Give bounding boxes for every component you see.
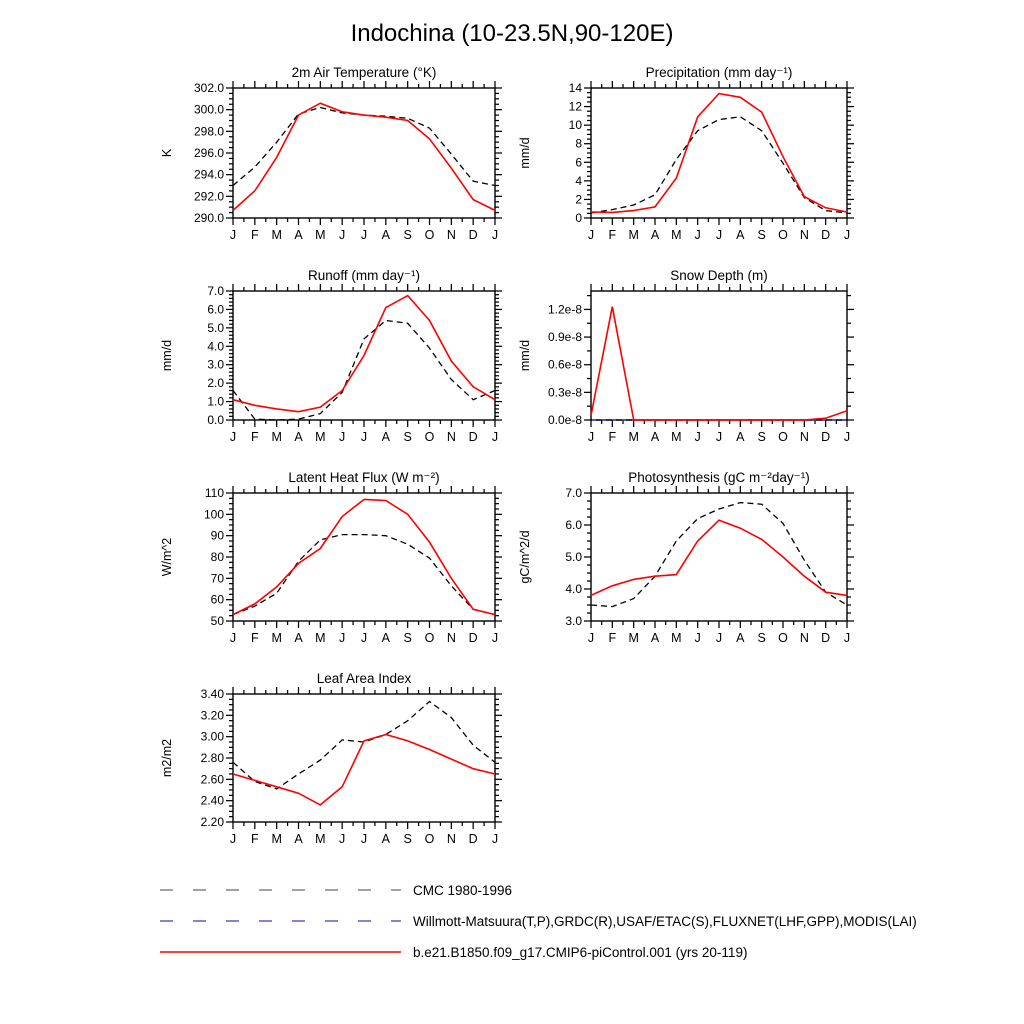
y-tick-label: 2.60 xyxy=(200,772,224,787)
y-tick-label: 296.0 xyxy=(193,146,224,160)
series-lines xyxy=(233,499,495,614)
series-model xyxy=(591,94,847,213)
x-tick-label: M xyxy=(671,631,682,645)
y-tick-label: 3.40 xyxy=(200,687,224,701)
plot-frame xyxy=(233,88,495,218)
y-tick-label: 0.0 xyxy=(207,413,224,427)
y-tick-label: 8 xyxy=(575,136,582,151)
x-tick-label: A xyxy=(381,228,391,242)
x-tick-labels xyxy=(588,631,850,645)
x-tick-label: J xyxy=(229,631,237,645)
y-tick-label: 80 xyxy=(210,550,224,564)
x-tick-label: O xyxy=(778,430,788,444)
x-tick-label: J xyxy=(715,430,723,444)
series-obs xyxy=(233,535,495,615)
x-tick-label: F xyxy=(251,832,259,846)
x-tick-label: A xyxy=(381,430,391,444)
y-tick-label: 292.0 xyxy=(193,189,224,204)
y-tick-label: 0.9e-8 xyxy=(547,330,582,345)
x-tick-label: D xyxy=(468,430,478,444)
x-tick-label: N xyxy=(446,631,456,645)
x-tick-label: M xyxy=(271,832,282,846)
x-tick-label: M xyxy=(628,228,639,242)
y-tick-label: 7.0 xyxy=(207,284,224,298)
legend-item-model xyxy=(158,942,917,962)
legend-line-solid-red xyxy=(158,948,403,956)
series-lines xyxy=(233,296,495,420)
x-tick-label: J xyxy=(339,832,346,846)
series-model xyxy=(591,520,847,595)
x-tick-label: N xyxy=(799,631,809,645)
x-tick-label: D xyxy=(468,228,478,242)
y-tick-label: 7.0 xyxy=(565,486,582,500)
x-tick-label: J xyxy=(229,228,237,242)
legend xyxy=(158,880,917,962)
series-model xyxy=(233,735,495,805)
x-tick-label: O xyxy=(424,631,435,645)
x-tick-label: M xyxy=(671,430,682,444)
x-tick-label: A xyxy=(736,430,745,444)
x-tick-label: J xyxy=(229,430,237,444)
x-tick-label: J xyxy=(360,430,368,444)
chart-title: 2m Air Temperature (°K) xyxy=(291,65,437,80)
x-tick-label: M xyxy=(628,430,639,444)
x-tick-label: S xyxy=(403,832,412,846)
y-axis-label: mm/d xyxy=(518,137,532,169)
x-tick-label: J xyxy=(360,228,368,242)
x-tick-label: J xyxy=(339,228,346,242)
x-tick-label: J xyxy=(843,430,851,444)
axis-ticks xyxy=(584,486,854,628)
x-tick-label: J xyxy=(491,631,499,645)
series-model xyxy=(233,103,495,210)
y-tick-label: 50 xyxy=(210,614,224,628)
y-tick-label: 3.0 xyxy=(565,614,582,628)
x-tick-label: J xyxy=(843,228,851,242)
chart-leaf-area-index xyxy=(155,668,517,862)
x-tick-label: J xyxy=(360,832,368,846)
x-tick-label: M xyxy=(671,228,682,242)
x-tick-label: M xyxy=(628,631,639,645)
series-obs xyxy=(233,702,495,789)
y-tick-label: 6.0 xyxy=(565,518,582,532)
x-tick-labels xyxy=(230,832,498,846)
x-tick-label: O xyxy=(424,430,435,444)
axis-ticks xyxy=(226,486,502,628)
series-model xyxy=(233,499,495,614)
x-tick-label: A xyxy=(294,228,303,242)
x-tick-label: J xyxy=(491,832,499,846)
x-tick-label: J xyxy=(715,228,723,242)
x-tick-label: J xyxy=(587,228,595,242)
y-axis-label: m2/m2 xyxy=(160,738,174,778)
x-tick-label: A xyxy=(650,430,660,444)
x-tick-label: D xyxy=(468,832,478,846)
y-tick-label: 2.80 xyxy=(200,751,224,765)
x-tick-label: A xyxy=(650,631,660,645)
series-lines xyxy=(233,702,495,805)
y-tick-label: 14 xyxy=(568,81,582,95)
x-tick-label: O xyxy=(424,228,435,242)
x-tick-label: M xyxy=(315,430,326,444)
series-model xyxy=(591,307,847,420)
x-tick-label: A xyxy=(736,631,745,645)
plot-frame xyxy=(233,493,495,621)
x-tick-label: A xyxy=(381,832,391,846)
x-tick-label: O xyxy=(424,832,435,846)
x-tick-label: M xyxy=(271,430,282,444)
y-tick-label: 0.6e-8 xyxy=(547,357,582,372)
x-tick-label: D xyxy=(468,631,478,645)
y-tick-label: 2.0 xyxy=(207,376,224,391)
y-tick-label: 5.0 xyxy=(207,320,224,335)
x-tick-label: S xyxy=(757,430,766,444)
legend-item-cmc xyxy=(158,880,917,900)
chart-latent-heat-flux xyxy=(155,467,517,661)
series-obs xyxy=(591,503,847,607)
series-lines xyxy=(591,503,847,607)
x-tick-label: J xyxy=(694,430,701,444)
x-tick-label: F xyxy=(251,228,259,242)
x-tick-labels xyxy=(230,430,498,444)
y-tick-label: 110 xyxy=(204,486,224,500)
x-tick-label: S xyxy=(403,228,412,242)
x-tick-labels xyxy=(230,228,498,242)
y-axis-label: mm/d xyxy=(160,339,174,372)
x-tick-label: J xyxy=(229,832,237,846)
legend-label: Willmott-Matsuura(T,P),GRDC(R),USAF/ETAC(S),FLUXNET(LHF,GPP),MODIS(LAI) xyxy=(413,913,917,929)
y-tick-label: 3.20 xyxy=(200,708,224,723)
x-tick-label: F xyxy=(608,430,617,444)
y-axis-label: W/m^2 xyxy=(160,537,174,577)
x-tick-label: J xyxy=(339,430,346,444)
y-tick-label: 4 xyxy=(575,173,582,188)
x-tick-label: M xyxy=(271,631,282,645)
x-tick-label: F xyxy=(251,430,259,444)
x-tick-label: J xyxy=(360,631,368,645)
y-tick-label: 70 xyxy=(210,571,224,586)
x-tick-label: N xyxy=(799,430,809,444)
chart-title: Precipitation (mm day⁻¹) xyxy=(645,65,793,80)
y-tick-label: 290.0 xyxy=(193,211,224,225)
series-lines xyxy=(591,307,847,420)
chart-title: Runoff (mm day⁻¹) xyxy=(308,268,420,283)
y-tick-label: 90 xyxy=(210,528,224,543)
y-tick-label: 6 xyxy=(575,155,582,170)
series-model xyxy=(233,296,495,412)
x-tick-label: J xyxy=(715,631,723,645)
x-tick-label: S xyxy=(757,228,766,242)
legend-line-dashed-gray xyxy=(158,886,403,894)
x-tick-label: J xyxy=(587,631,595,645)
x-tick-label: J xyxy=(491,228,499,242)
x-tick-label: F xyxy=(608,228,617,242)
y-tick-label: 100 xyxy=(203,507,224,522)
x-tick-label: J xyxy=(694,228,701,242)
page-title: Indochina (10-23.5N,90-120E) xyxy=(350,20,674,47)
y-tick-label: 10 xyxy=(568,118,582,133)
x-tick-label: D xyxy=(821,631,831,645)
x-tick-label: J xyxy=(694,631,701,645)
series-obs xyxy=(233,321,495,421)
y-axis-label: K xyxy=(160,148,174,158)
x-tick-label: F xyxy=(251,631,259,645)
x-tick-label: N xyxy=(799,228,809,242)
x-tick-label: A xyxy=(294,430,303,444)
x-tick-label: A xyxy=(294,832,303,846)
y-tick-label: 302.0 xyxy=(193,81,224,95)
chart-runoff xyxy=(155,265,517,460)
x-tick-label: N xyxy=(446,430,456,444)
y-tick-label: 1.0 xyxy=(207,394,224,409)
x-tick-label: M xyxy=(315,832,326,846)
x-tick-label: M xyxy=(271,228,282,242)
chart-photosynthesis xyxy=(513,467,869,661)
x-tick-label: S xyxy=(403,430,412,444)
x-tick-label: A xyxy=(381,631,391,645)
y-tick-label: 0 xyxy=(575,211,582,225)
y-tick-label: 4.0 xyxy=(207,339,224,354)
legend-label: b.e21.B1850.f09_g17.CMIP6-piControl.001 (yrs 20-119) xyxy=(413,944,748,960)
x-tick-label: N xyxy=(446,228,456,242)
axis-ticks xyxy=(584,284,854,427)
y-tick-label: 60 xyxy=(210,592,224,607)
chart-snow-depth xyxy=(513,265,869,460)
y-tick-label: 4.0 xyxy=(565,582,582,596)
y-tick-label: 2 xyxy=(575,192,582,207)
x-tick-label: M xyxy=(315,228,326,242)
x-tick-label: D xyxy=(821,430,831,444)
legend-item-obs xyxy=(158,911,917,931)
series-lines xyxy=(591,94,847,213)
y-tick-label: 0.3e-8 xyxy=(547,385,582,400)
x-tick-label: A xyxy=(736,228,745,242)
x-tick-label: A xyxy=(650,228,660,242)
x-tick-label: O xyxy=(778,631,788,645)
y-axis-label: mm/d xyxy=(518,339,532,372)
y-tick-label: 12 xyxy=(568,99,582,114)
chart-title: Photosynthesis (gC m⁻²day⁻¹) xyxy=(628,470,810,485)
x-tick-label: J xyxy=(843,631,851,645)
y-tick-label: 1.2e-8 xyxy=(547,302,582,317)
y-axis-label: gC/m^2/d xyxy=(518,530,532,584)
x-tick-labels xyxy=(588,228,850,242)
series-lines xyxy=(233,103,495,210)
chart-precipitation xyxy=(513,62,869,258)
x-tick-label: O xyxy=(778,228,788,242)
plot-frame xyxy=(233,694,495,822)
chart-title: Leaf Area Index xyxy=(316,671,412,686)
x-tick-label: J xyxy=(587,430,595,444)
x-tick-labels xyxy=(230,631,498,645)
y-tick-label: 2.20 xyxy=(200,815,224,829)
x-tick-label: A xyxy=(294,631,303,645)
y-tick-label: 5.0 xyxy=(565,550,582,564)
x-tick-label: F xyxy=(608,631,617,645)
x-tick-label: D xyxy=(821,228,831,242)
plot-frame xyxy=(591,493,847,621)
legend-line-dashed-blue xyxy=(158,917,403,925)
y-tick-label: 298.0 xyxy=(193,124,224,139)
axis-ticks xyxy=(226,81,502,225)
chart-title: Latent Heat Flux (W m⁻²) xyxy=(288,470,440,485)
axis-ticks xyxy=(226,687,502,829)
x-tick-label: N xyxy=(446,832,456,846)
chart-air-temperature xyxy=(155,62,517,258)
x-tick-label: S xyxy=(403,631,412,645)
y-tick-label: 3.00 xyxy=(200,729,224,744)
y-tick-label: 0.0e-8 xyxy=(547,413,582,427)
y-tick-label: 300.0 xyxy=(193,102,224,117)
legend-label: CMC 1980-1996 xyxy=(413,882,513,898)
y-tick-label: 2.40 xyxy=(200,793,224,808)
x-tick-label: J xyxy=(491,430,499,444)
x-tick-labels xyxy=(588,430,850,444)
x-tick-label: J xyxy=(339,631,346,645)
y-tick-label: 6.0 xyxy=(207,302,224,317)
chart-title: Snow Depth (m) xyxy=(670,268,768,283)
x-tick-label: M xyxy=(315,631,326,645)
y-tick-label: 294.0 xyxy=(193,167,224,182)
x-tick-label: S xyxy=(757,631,766,645)
y-tick-label: 3.0 xyxy=(207,357,224,372)
